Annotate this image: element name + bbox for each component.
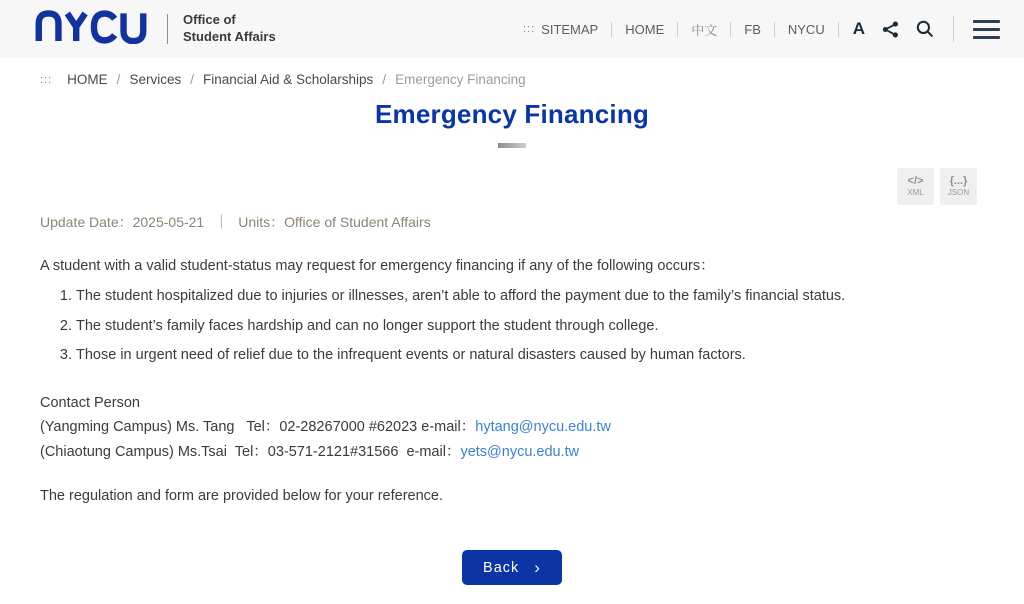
nycu-logo-icon: [30, 9, 152, 49]
breadcrumb-separator: /: [382, 72, 387, 87]
main-content: [0, 212, 1024, 585]
export-tools: [897, 168, 977, 205]
nav-label-home: HOME: [625, 21, 665, 37]
nav-label-fb: FB: [744, 21, 761, 37]
intro-paragraph: A student with a valid student-status may request for emergency financing if any of the following occurs：: [40, 258, 715, 274]
email-link-chiaotung[interactable]: yets@nycu.edu.tw: [460, 443, 580, 460]
search-icon[interactable]: [916, 20, 934, 38]
title-underline: [498, 143, 526, 148]
list-item: 3. Those in urgent need of relief due to the infrequent events or natural disasters caused by human factors.: [76, 347, 984, 364]
logo-group: [30, 9, 276, 49]
nav-item-fb[interactable]: [731, 22, 774, 37]
top-nav: [523, 16, 1000, 42]
json-export-button[interactable]: [940, 168, 977, 205]
nav-label-sitemap: SITEMAP: [541, 21, 599, 37]
contact-heading: Contact Person: [40, 394, 140, 411]
breadcrumb-services[interactable]: Services: [129, 72, 182, 87]
list-item: 2. The student’s family faces hardship and can no longer support the student through college.: [76, 318, 984, 335]
breadcrumb-home[interactable]: HOME: [67, 72, 108, 87]
breadcrumb: [0, 58, 1024, 87]
nav-label-nycu: NYCU: [787, 21, 825, 37]
closing-paragraph: The regulation and form are provided below for your reference.: [40, 488, 443, 505]
article-meta: [40, 212, 984, 232]
xml-label: XML: [907, 188, 924, 197]
icon-divider: [953, 16, 954, 42]
font-size-icon[interactable]: A: [852, 19, 865, 38]
nav-item-sitemap[interactable]: [523, 22, 611, 37]
conditions-list: [40, 288, 984, 364]
nycu-logo[interactable]: [30, 9, 152, 49]
nav-separator: [838, 22, 839, 37]
back-button[interactable]: [462, 550, 562, 585]
email-link-yangming[interactable]: hytang@nycu.edu.tw: [475, 419, 611, 436]
department-name: [183, 12, 276, 46]
breadcrumb-separator: /: [190, 72, 194, 87]
logo-divider: [167, 14, 168, 44]
contact-text: (Yangming Campus) Ms. Tang Tel：02-28267000 #62023 e-mail：: [40, 419, 476, 436]
contact-block: [40, 391, 984, 465]
meta-separator: ｜: [214, 214, 229, 230]
skip-link-dots: :::: [522, 23, 536, 35]
update-date: Update Date：2025-05-21: [40, 214, 205, 230]
nav-item-nycu[interactable]: [775, 22, 838, 37]
xml-code-icon: </>: [907, 175, 924, 187]
share-icon[interactable]: [882, 21, 899, 38]
json-label: JSON: [947, 188, 970, 197]
nav-label-chinese: 中文: [691, 22, 718, 38]
chevron-right-icon: ›: [534, 558, 541, 578]
list-item: 1. The student hospitalized due to injuries or illnesses, aren’t able to afford the payment due to the family’s financial status.: [76, 288, 984, 305]
page-title: Emergency Financing: [375, 99, 649, 129]
contact-line-chiaotung: [40, 440, 984, 465]
xml-export-button[interactable]: [897, 168, 934, 205]
units: Units：Office of Student Affairs: [238, 214, 431, 230]
skip-link-dots: :::: [40, 73, 53, 86]
header-icon-group: [853, 16, 1000, 42]
back-button-label: Back: [483, 559, 520, 576]
json-braces-icon: {...}: [949, 175, 968, 187]
contact-line-yangming: [40, 415, 984, 440]
breadcrumb-financial-aid[interactable]: Financial Aid & Scholarships: [202, 72, 374, 87]
contact-text: (Chiaotung Campus) Ms.Tsai Tel：03-571-2121#31566 e-mail：: [40, 443, 461, 460]
breadcrumb-current: Emergency Financing: [395, 72, 526, 87]
nav-item-home[interactable]: [612, 22, 677, 37]
department-line2: Student Affairs: [183, 29, 276, 44]
nav-item-chinese[interactable]: [678, 20, 730, 39]
site-header: [0, 0, 1024, 58]
department-line1: Office of: [183, 12, 236, 28]
back-button-wrap: [40, 550, 984, 585]
menu-icon[interactable]: [973, 20, 1000, 39]
breadcrumb-separator: /: [116, 72, 121, 87]
